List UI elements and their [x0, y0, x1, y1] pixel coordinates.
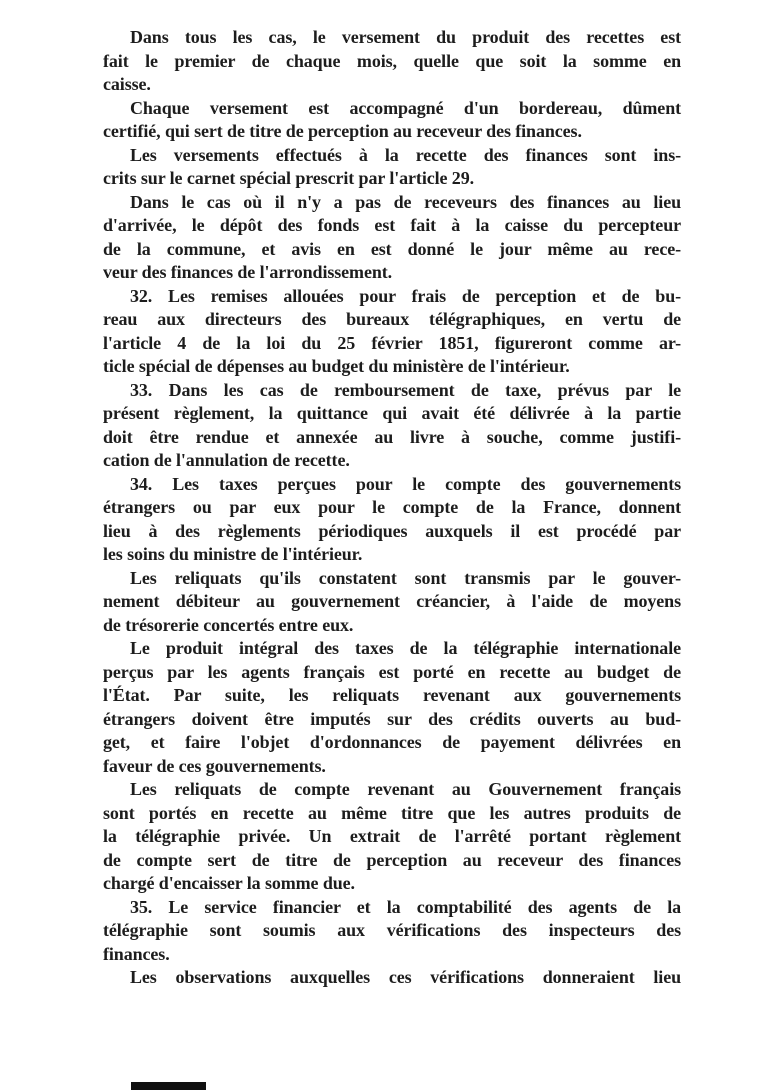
- paragraph: [103, 473, 681, 567]
- text-line: de trésorerie concertés entre eux.: [103, 614, 354, 635]
- text-line: l'article 4 de la loi du 25 février 1851, figureront comme ar-: [103, 332, 681, 353]
- paragraph: [103, 97, 681, 144]
- text-line: présent règlement, la quittance qui avait été délivrée à la partie: [103, 403, 681, 423]
- text-line: la télégraphie privée. Un extrait de l'arrêté portant règlement: [103, 826, 681, 846]
- text-line: l'État. Par suite, les reliquats revenant aux gouvernements: [103, 685, 681, 705]
- text-line: étrangers ou par eux pour le compte de la France, donnent: [103, 497, 681, 517]
- text-line: sont portés en recette au même titre que les autres produits de: [103, 802, 681, 823]
- paragraph: [103, 896, 681, 967]
- text-line: caisse.: [103, 74, 151, 94]
- text-line: 34. Les taxes perçues pour le compte des gouvernements: [130, 473, 681, 494]
- text-line: get, et faire l'objet d'ordonnances de payement délivrées en: [103, 732, 681, 752]
- paragraph: [103, 191, 681, 285]
- text-line: Chaque versement est accompagné d'un bordereau, dûment: [130, 97, 681, 118]
- text-line: Dans tous les cas, le versement du produit des recettes est: [130, 27, 681, 47]
- scan-artifact-bar: [131, 1082, 206, 1090]
- paragraph: [103, 778, 681, 896]
- text-line: nement débiteur au gouvernement créancier, à l'aide de moyens: [103, 591, 681, 611]
- paragraph: [103, 379, 681, 473]
- paragraph: [103, 567, 681, 638]
- text-line: finances.: [103, 943, 170, 964]
- text-line: d'arrivée, le dépôt des fonds est fait à la caisse du percepteur: [103, 215, 681, 235]
- text-line: ticle spécial de dépenses au budget du ministère de l'intérieur.: [103, 356, 570, 376]
- text-line: Dans le cas où il n'y a pas de receveurs des finances au lieu: [130, 191, 681, 212]
- paragraph: [103, 144, 681, 191]
- text-line: perçus par les agents français est porté en recette au budget de: [103, 661, 681, 682]
- text-line: veur des finances de l'arrondissement.: [103, 262, 393, 282]
- text-line: Les reliquats de compte revenant au Gouvernement français: [130, 779, 681, 799]
- text-line: fait le premier de chaque mois, quelle que soit la somme en: [103, 50, 681, 71]
- text-line: lieu à des règlements périodiques auxquels il est procédé par: [103, 520, 681, 541]
- text-line: télégraphie sont soumis aux vérifications des inspecteurs des: [103, 920, 681, 940]
- text-line: reau aux directeurs des bureaux télégraphiques, en vertu de: [103, 309, 681, 329]
- text-line: cation de l'annulation de recette.: [103, 450, 350, 470]
- text-line: les soins du ministre de l'intérieur.: [103, 544, 363, 564]
- text-line: Les versements effectués à la recette des finances sont ins-: [130, 144, 681, 165]
- text-line: 32. Les remises allouées pour frais de perception et de bu-: [130, 285, 681, 306]
- text-line: chargé d'encaisser la somme due.: [103, 873, 355, 893]
- text-line: 33. Dans les cas de remboursement de taxe, prévus par le: [130, 379, 681, 400]
- text-line: Les observations auxquelles ces vérifications donneraient lieu: [130, 967, 681, 987]
- text-line: de compte sert de titre de perception au receveur des finances: [103, 849, 681, 870]
- text-line: étrangers doivent être imputés sur des crédits ouverts au bud-: [103, 708, 681, 729]
- text-line: Les reliquats qu'ils constatent sont transmis par le gouver-: [130, 567, 681, 588]
- text-line: certifié, qui sert de titre de perception au receveur des finances.: [103, 121, 582, 141]
- text-block: [103, 26, 681, 990]
- paragraph: [103, 26, 681, 97]
- text-line: doit être rendue et annexée au livre à souche, comme justifi-: [103, 426, 681, 447]
- text-line: de la commune, et avis en est donné le jour même au rece-: [103, 238, 681, 259]
- text-line: 35. Le service financier et la comptabilité des agents de la: [130, 896, 681, 917]
- text-line: Le produit intégral des taxes de la télégraphie internationale: [130, 638, 681, 658]
- text-line: crits sur le carnet spécial prescrit par l'article 29.: [103, 168, 475, 188]
- text-line: faveur de ces gouvernements.: [103, 755, 326, 776]
- paragraph: [103, 637, 681, 778]
- paragraph: [103, 285, 681, 379]
- paragraph: [103, 966, 681, 990]
